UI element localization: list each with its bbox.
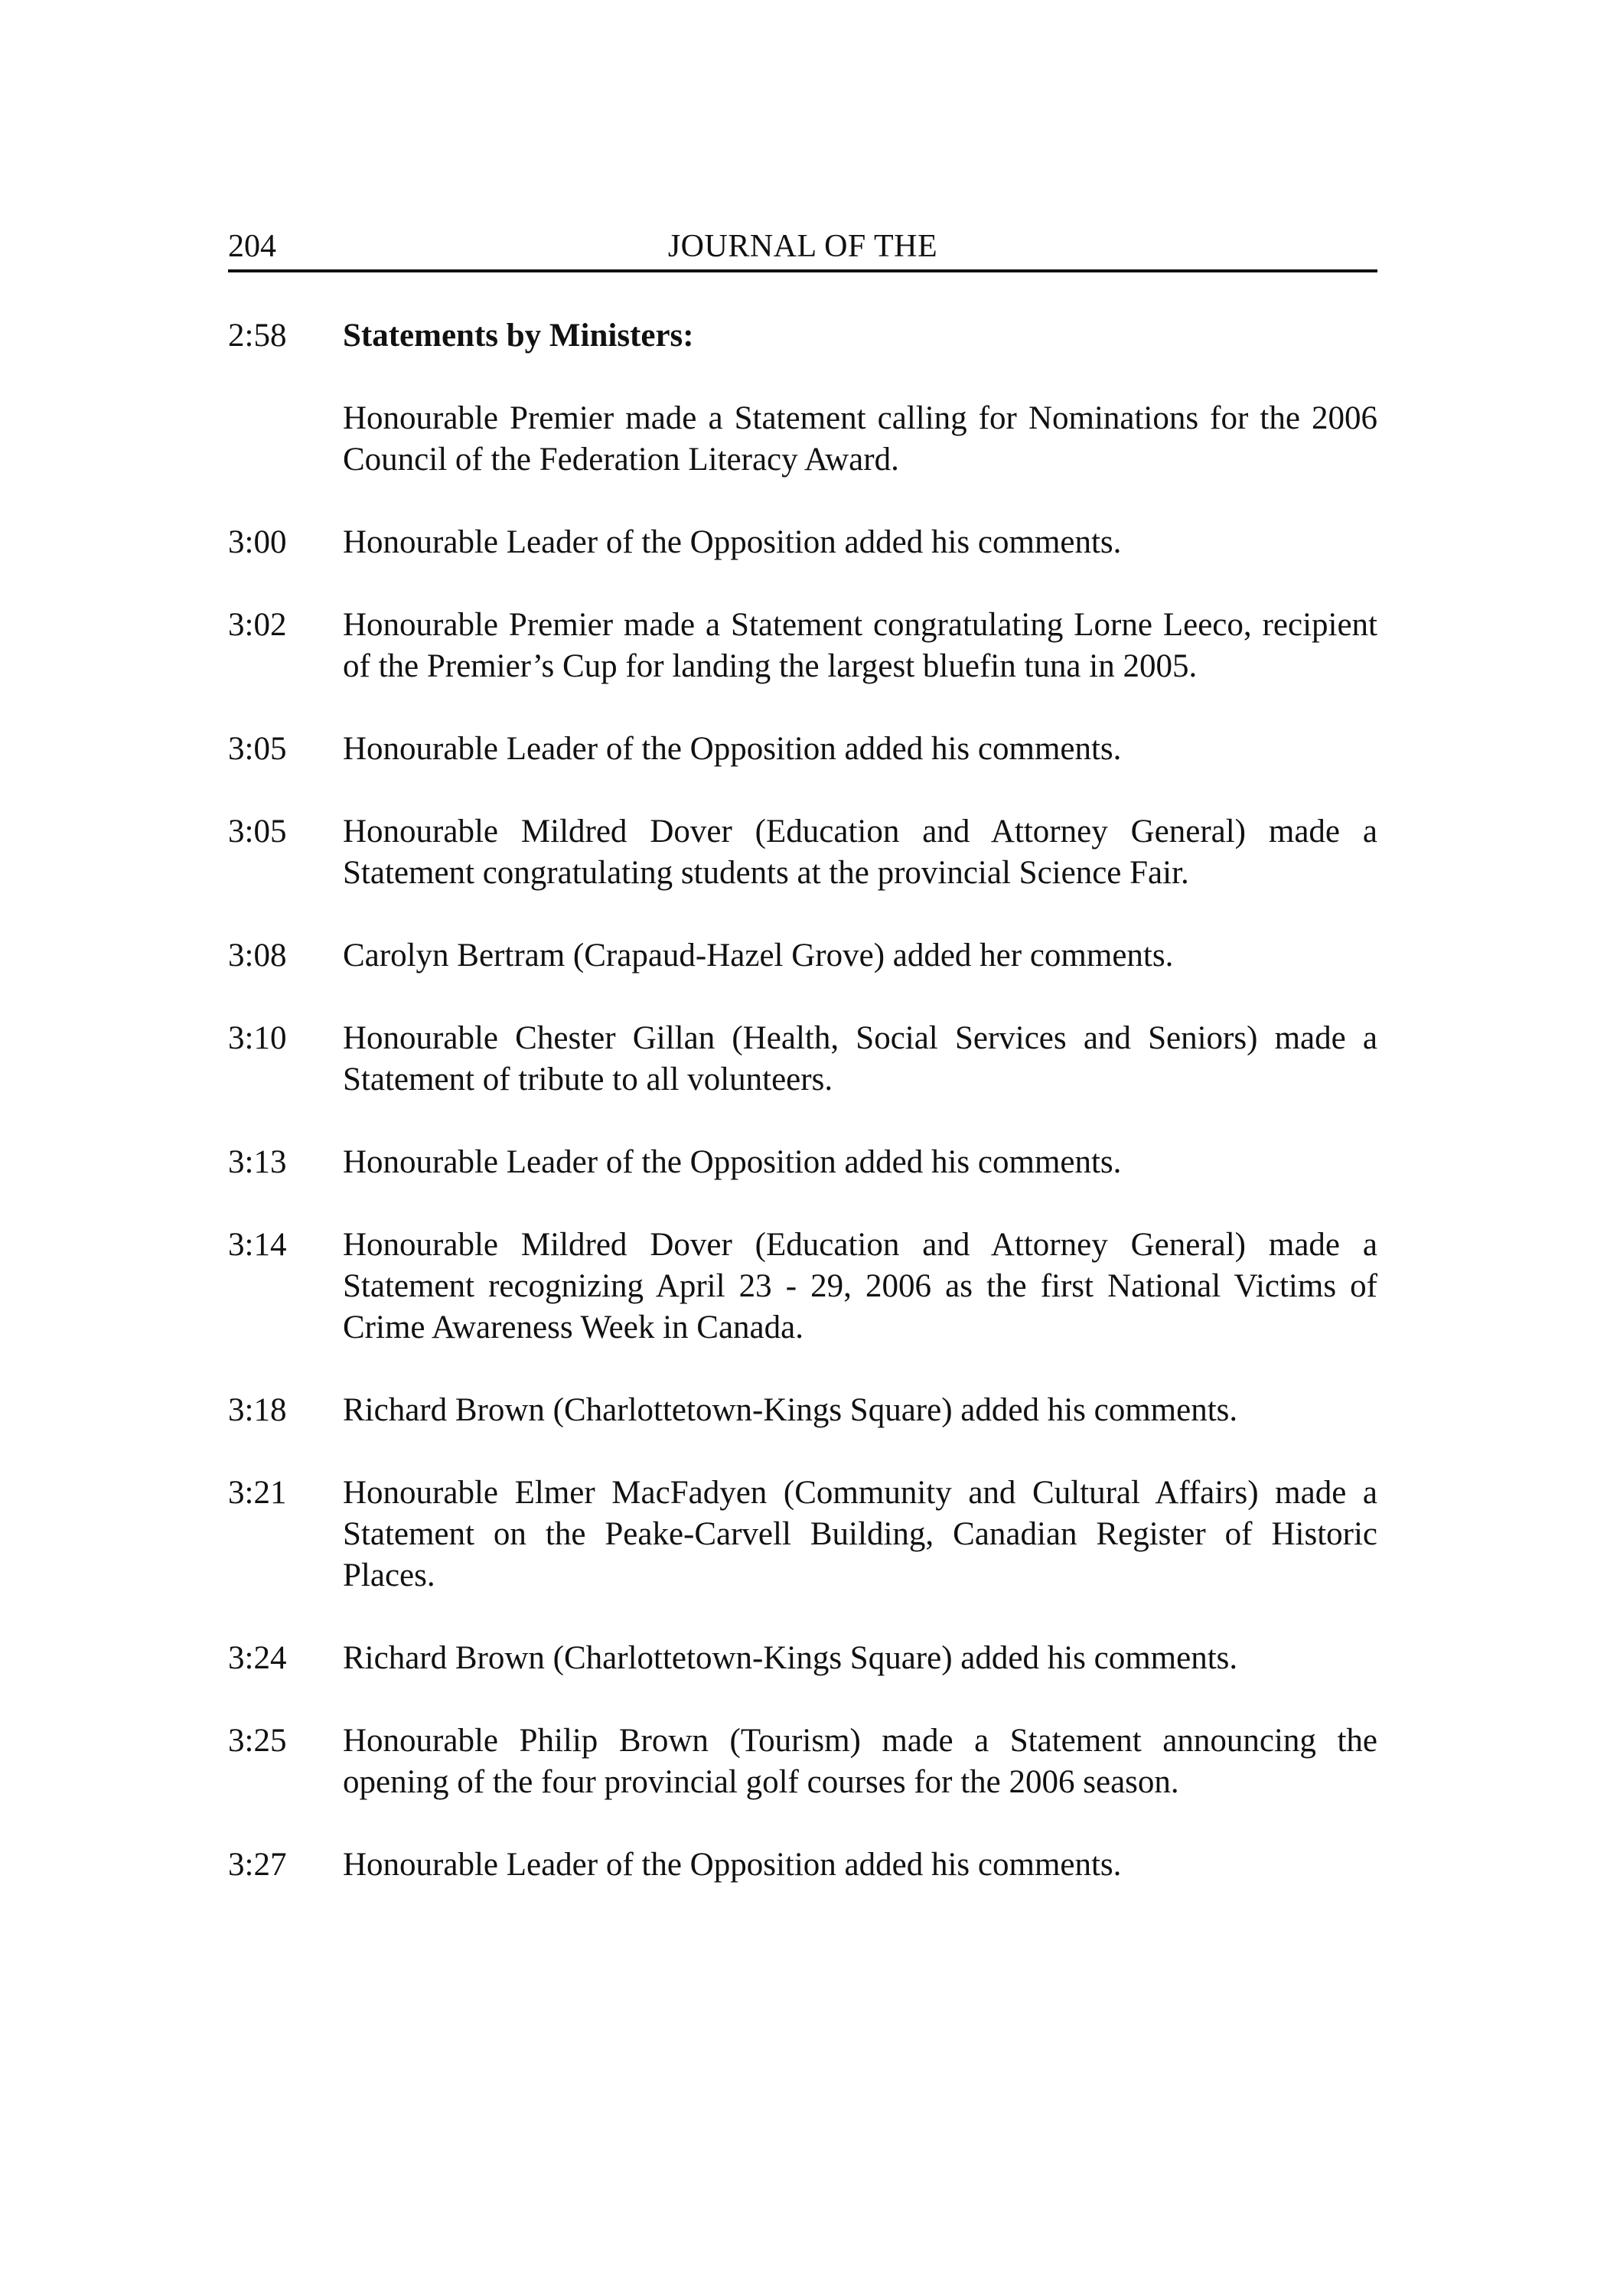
entry-text: Honourable Mildred Dover (Education and Attorney General) made a Statement recognizing April 23 - 29, 2006 as the first National Victims of Crime Awareness Week in Canada.: [343, 1227, 1377, 1345]
journal-entry: [228, 1142, 1377, 1183]
entry-text: Honourable Chester Gillan (Health, Social Services and Seniors) made a Statement of tribute to all volunteers.: [343, 1020, 1377, 1097]
entry-text: Honourable Leader of the Opposition added his comments.: [343, 731, 1122, 767]
entry-time: 3:00: [228, 524, 287, 560]
journal-entry: [228, 1018, 1377, 1101]
entry-time: 3:27: [228, 1847, 287, 1883]
journal-entry: [228, 811, 1377, 894]
section-heading-entry: [228, 315, 1377, 357]
entry-text: Richard Brown (Charlottetown-Kings Square) added his comments.: [343, 1640, 1238, 1676]
statements-section: [228, 315, 1377, 1886]
entry-text: Honourable Leader of the Opposition added his comments.: [343, 1144, 1122, 1180]
journal-entry: [228, 605, 1377, 687]
entry-text: Carolyn Bertram (Crapaud-Hazel Grove) added her comments.: [343, 938, 1174, 974]
entry-text: Honourable Mildred Dover (Education and Attorney General) made a Statement congratulating students at the provincial Science Fair.: [343, 814, 1377, 891]
intro-entry: [228, 398, 1377, 481]
journal-entry: [228, 1720, 1377, 1803]
journal-entry: [228, 935, 1377, 977]
page-number: 204: [228, 229, 276, 264]
journal-entry: [228, 522, 1377, 563]
entry-time: 3:08: [228, 938, 287, 974]
journal-entry: [228, 729, 1377, 770]
journal-entry: [228, 1225, 1377, 1349]
entry-time: 3:21: [228, 1475, 287, 1511]
entry-time: 3:18: [228, 1392, 287, 1428]
entry-time: 3:24: [228, 1640, 287, 1676]
entry-text: Honourable Elmer MacFadyen (Community and Cultural Affairs) made a Statement on the Peake-Carvell Building, Canadian Register of Historic Places.: [343, 1475, 1377, 1593]
entry-time: 3:25: [228, 1723, 287, 1759]
entry-text: Honourable Leader of the Opposition added his comments.: [343, 524, 1122, 560]
entry-time: 3:13: [228, 1144, 287, 1180]
entry-time: 3:14: [228, 1227, 287, 1263]
entry-text: Honourable Philip Brown (Tourism) made a Statement announcing the opening of the four provincial golf courses for the 2006 season.: [343, 1723, 1377, 1800]
running-header: [228, 227, 1377, 272]
entry-time: 3:10: [228, 1020, 287, 1056]
journal-entry: [228, 1844, 1377, 1886]
journal-entry: [228, 1473, 1377, 1596]
entry-time: 3:05: [228, 814, 287, 850]
entry-text: Honourable Leader of the Opposition added his comments.: [343, 1847, 1122, 1883]
entry-time: 2:58: [228, 318, 287, 354]
entry-time: 3:02: [228, 607, 287, 643]
section-heading: Statements by Ministers:: [343, 318, 694, 354]
entry-text: Richard Brown (Charlottetown-Kings Square) added his comments.: [343, 1392, 1238, 1428]
journal-entry: [228, 1390, 1377, 1431]
journal-entry: [228, 1638, 1377, 1679]
entry-text: Honourable Premier made a Statement calling for Nominations for the 2006 Council of the Federation Literacy Award.: [343, 400, 1377, 478]
entry-text: Honourable Premier made a Statement congratulating Lorne Leeco, recipient of the Premier’s Cup for landing the largest bluefin tuna in 2005.: [343, 607, 1377, 684]
journal-title: JOURNAL OF THE: [667, 229, 938, 264]
entry-time: 3:05: [228, 731, 287, 767]
